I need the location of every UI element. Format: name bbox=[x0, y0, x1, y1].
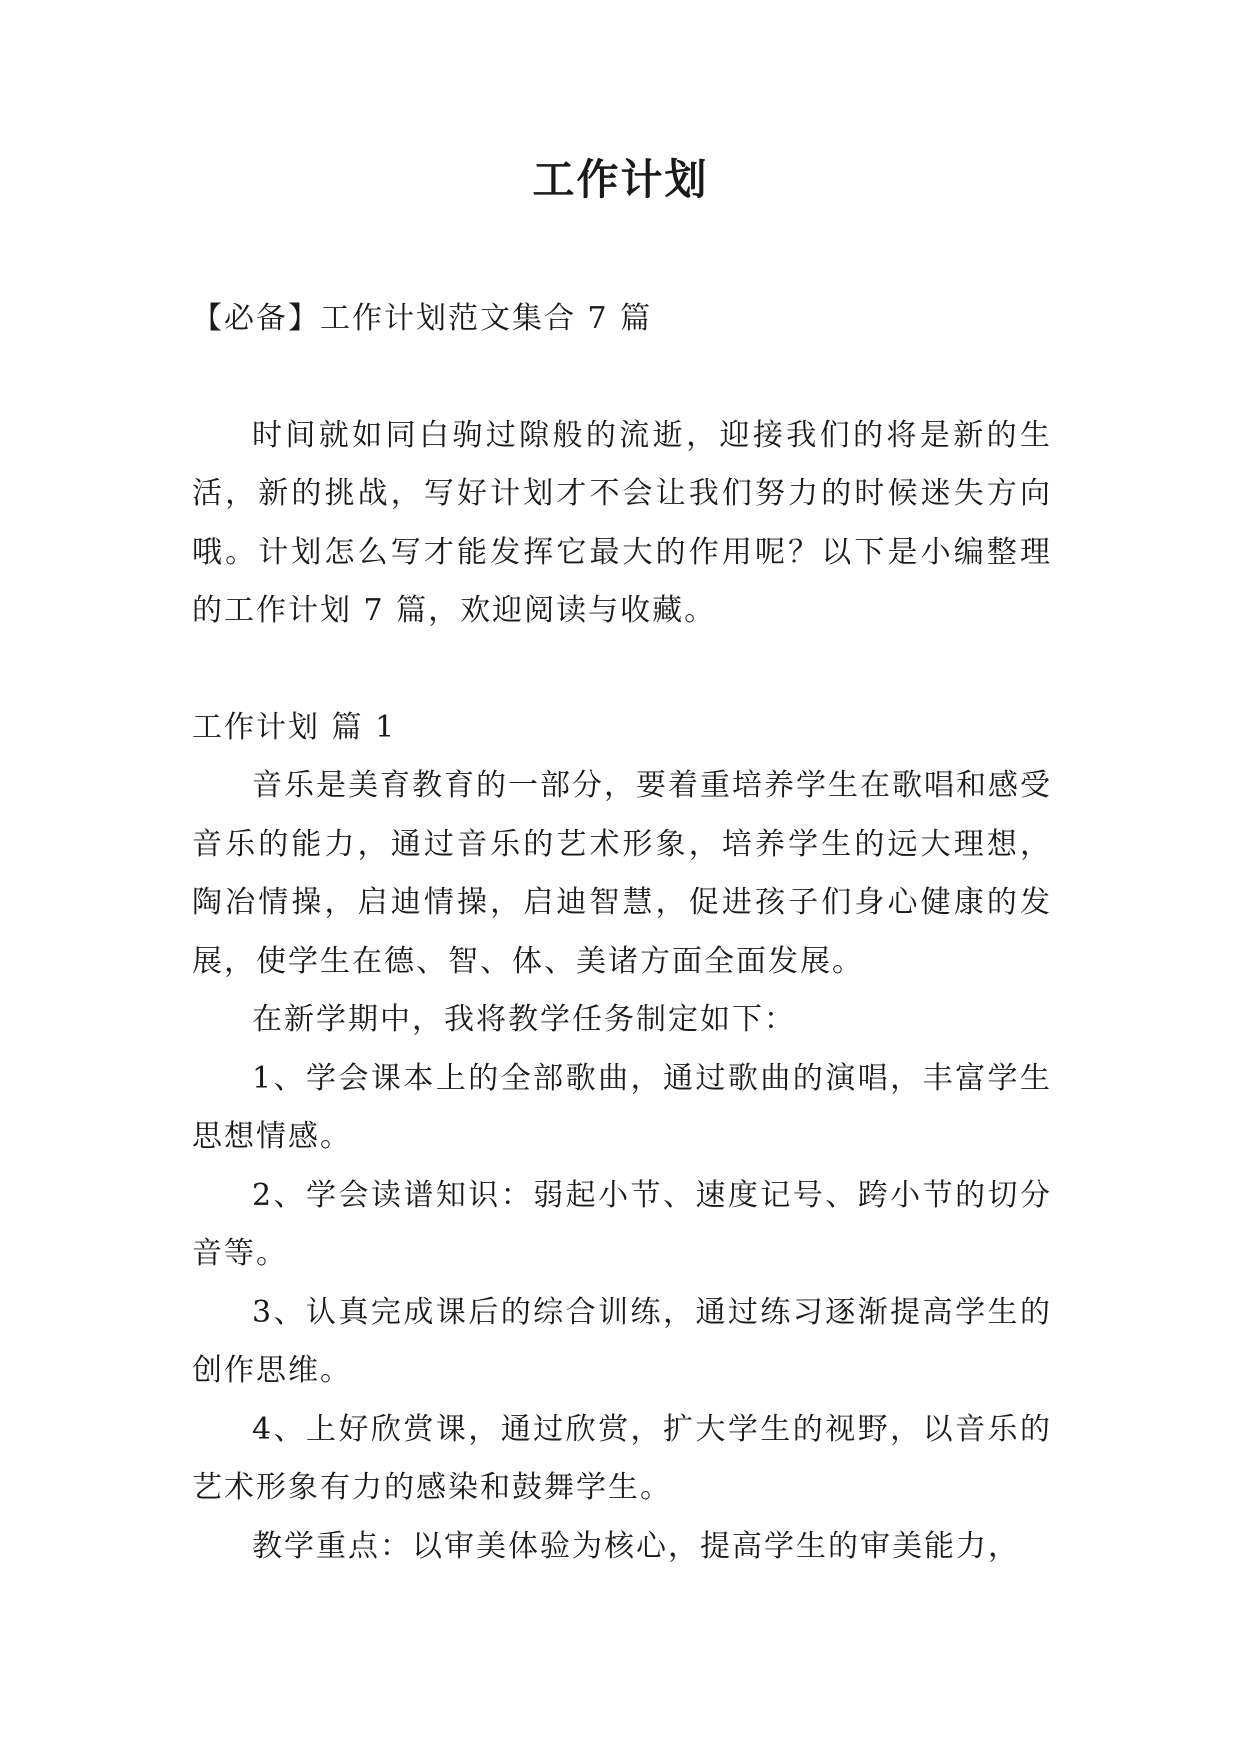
body-paragraph: 音乐是美育教育的一部分，要着重培养学生在歌唱和感受音乐的能力，通过音乐的艺术形象，培养学生的远大理想，陶冶情操，启迪情操，启迪智慧，促进孩子们身心健康的发展，使学生在德、智、体、美诸方面全面发展。 bbox=[192, 768, 1052, 979]
body-paragraph: 教学重点：以审美体验为核心，提高学生的审美能力， bbox=[252, 1528, 1020, 1564]
document-subtitle: 【必备】工作计划范文集合 7 篇 bbox=[192, 301, 653, 336]
section-heading: 工作计划 篇 1 bbox=[192, 709, 397, 745]
intro-paragraph: 时间就如同白驹过隙般的流逝，迎接我们的将是新的生活，新的挑战，写好计划才不会让我们努力的时候迷失方向哦。计划怎么写才能发挥它最大的作用呢？以下是小编整理的工作计划 7 篇，欢迎阅读与收藏。 bbox=[192, 417, 1052, 628]
document-title: 工作计划 bbox=[532, 155, 709, 204]
list-item: 1、学会课本上的全部歌曲，通过歌曲的演唱，丰富学生思想情感。 bbox=[192, 1060, 1052, 1154]
list-item: 3、认真完成课后的综合训练，通过练习逐渐提高学生的创作思维。 bbox=[192, 1294, 1052, 1388]
document-body bbox=[192, 290, 1052, 1576]
list-item: 4、上好欣赏课，通过欣赏，扩大学生的视野，以音乐的艺术形象有力的感染和鼓舞学生。 bbox=[192, 1411, 1052, 1505]
body-paragraph: 在新学期中，我将教学任务制定如下： bbox=[252, 1002, 796, 1037]
list-item: 2、学会读谱知识：弱起小节、速度记号、跨小节的切分音等。 bbox=[192, 1177, 1052, 1271]
